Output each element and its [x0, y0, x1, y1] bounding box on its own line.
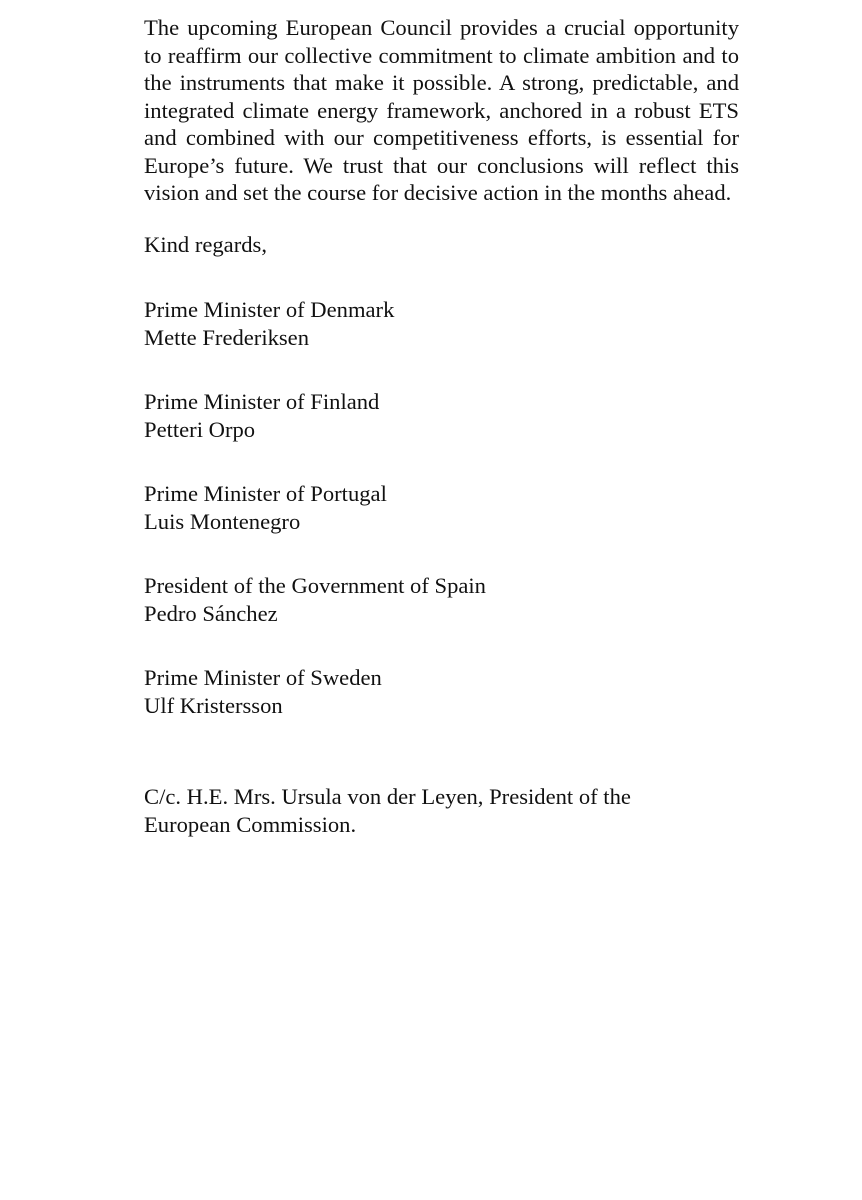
signatory-name: Luis Montenegro — [144, 508, 301, 534]
signatory-name: Mette Frederiksen — [144, 324, 310, 350]
signatory-title: Prime Minister of Portugal — [144, 481, 387, 506]
signatory-title: Prime Minister of Denmark — [144, 297, 395, 322]
signatory-portugal — [144, 480, 739, 535]
signatory-name: Pedro Sánchez — [144, 600, 278, 626]
signatory-sweden — [144, 664, 739, 719]
signatory-denmark — [144, 296, 739, 351]
signatory-title: President of the Government of Spain — [144, 573, 486, 598]
signatory-finland — [144, 388, 739, 443]
closing-salutation: Kind regards, — [144, 231, 267, 257]
signatory-name: Petteri Orpo — [144, 416, 256, 442]
signatory-name: Ulf Kristersson — [144, 692, 283, 718]
carbon-copy-note — [144, 783, 739, 838]
cc-line-1: C/c. H.E. Mrs. Ursula von der Leyen, President of the — [144, 784, 631, 809]
letter-page — [144, 14, 739, 838]
body-paragraph: The upcoming European Council provides a crucial opportunity to reaffirm our collective commitment to climate ambition and to the instruments that make it possible. A strong, predictable, and integrated climate energy framework, anchored in a robust ETS and combined with our competitiveness efforts, is essential for Europe’s future. We trust that our conclusions will reflect this vision and set the course for decisive action in the months ahead. — [144, 15, 739, 205]
cc-line-2: European Commission. — [144, 811, 357, 837]
signatory-title: Prime Minister of Sweden — [144, 665, 382, 690]
signatory-title: Prime Minister of Finland — [144, 389, 380, 414]
signatory-spain — [144, 572, 739, 627]
